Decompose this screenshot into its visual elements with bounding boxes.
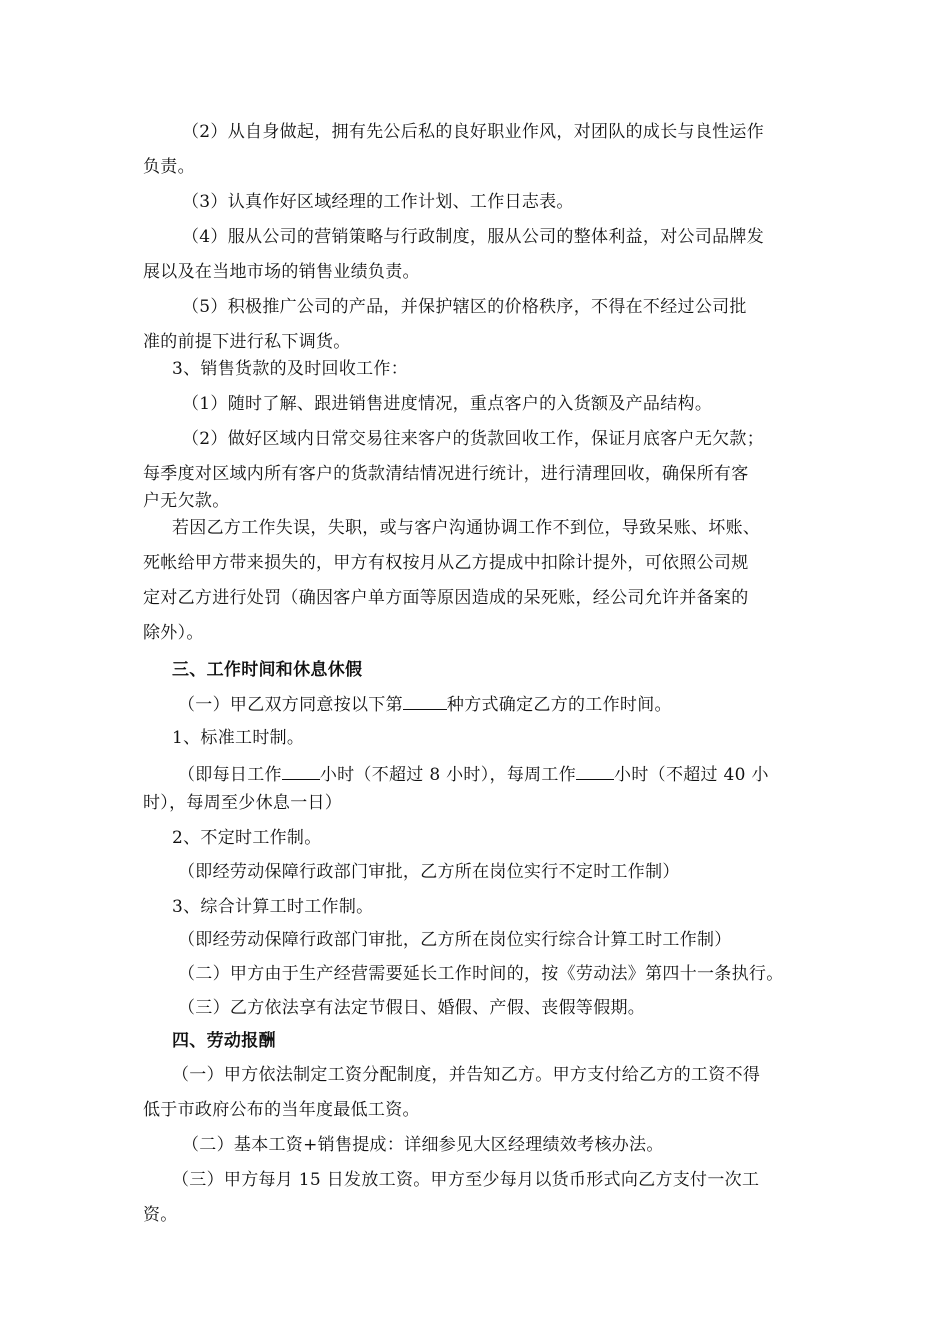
paragraph-line: 展以及在当地市场的销售业绩负责。 [143, 262, 420, 282]
clause-pay-date-cont: 资。 [143, 1205, 178, 1225]
paragraph-line: 死帐给甲方带来损失的，甲方有权按月从乙方提成中扣除计提外，可依照公司规 [143, 553, 749, 573]
paragraph-line: 3、销售货款的及时回收工作： [172, 359, 409, 379]
item-description: （即经劳动保障行政部门审批，乙方所在岗位实行综合计算工时工作制） [178, 930, 732, 950]
desc-text: （即每日工作 [178, 765, 282, 785]
clause-wage-system: （一）甲方依法制定工资分配制度，并告知乙方。甲方支付给乙方的工资不得 [172, 1065, 761, 1085]
section-heading: 四、劳动报酬 [172, 1031, 276, 1051]
item-heading: 3、综合计算工时工作制。 [172, 897, 374, 917]
clause-work-time-mode [178, 693, 672, 715]
paragraph-line: 每季度对区域内所有客户的货款清结情况进行统计，进行清理回收，确保所有客 [143, 464, 749, 484]
item-heading: 1、标准工时制。 [172, 728, 305, 748]
clause-text: （一）甲乙双方同意按以下第 [178, 695, 403, 715]
paragraph-line: 若因乙方工作失误，失职，或与客户沟通协调工作不到位，导致呆账、坏账、 [172, 518, 761, 538]
section-heading: 三、工作时间和休息休假 [172, 660, 363, 680]
clause-pay-date: （三）甲方每月 15 日发放工资。甲方至少每月以货币形式向乙方支付一次工 [172, 1170, 760, 1190]
paragraph-line: （5）积极推广公司的产品，并保护辖区的价格秩序，不得在不经过公司批 [182, 297, 747, 317]
paragraph-line: （2）从自身做起，拥有先公后私的良好职业作风，对团队的成长与良性运作 [182, 122, 765, 142]
fill-blank [576, 763, 614, 780]
paragraph-line: （3）认真作好区域经理的工作计划、工作日志表。 [182, 192, 574, 212]
item-description: 时），每周至少休息一日） [143, 793, 343, 813]
item-heading: 2、不定时工作制。 [172, 828, 322, 848]
item-description [178, 763, 769, 785]
paragraph-line: （2）做好区域内日常交易往来客户的货款回收工作，保证月底客户无欠款； [182, 429, 765, 449]
paragraph-line: 准的前提下进行私下调货。 [143, 332, 351, 352]
fill-blank [282, 763, 320, 780]
paragraph-line: 定对乙方进行处罚（确因客户单方面等原因造成的呆死账，经公司允许并备案的 [143, 588, 749, 608]
clause-wage-system-cont: 低于市政府公布的当年度最低工资。 [143, 1100, 420, 1120]
paragraph-line: （1）随时了解、跟进销售进度情况，重点客户的入货额及产品结构。 [182, 394, 713, 414]
item-description: （即经劳动保障行政部门审批，乙方所在岗位实行不定时工作制） [178, 862, 680, 882]
paragraph-line: （4）服从公司的营销策略与行政制度，服从公司的整体利益，对公司品牌发 [182, 227, 765, 247]
desc-text: 小时（不超过 40 小 [614, 765, 769, 785]
paragraph-line: 负责。 [143, 157, 195, 177]
desc-text: 小时（不超过 8 小时），每周工作 [319, 765, 577, 785]
clause-holidays: （三）乙方依法享有法定节假日、婚假、产假、丧假等假期。 [178, 998, 646, 1018]
clause-base-wage: （二）基本工资+销售提成：详细参见大区经理绩效考核办法。 [182, 1135, 664, 1155]
clause-text: 种方式确定乙方的工作时间。 [446, 695, 672, 715]
paragraph-line: 户无欠款。 [143, 491, 230, 511]
clause-overtime: （二）甲方由于生产经营需要延长工作时间的，按《劳动法》第四十一条执行。 [178, 964, 784, 984]
paragraph-line: 除外）。 [143, 623, 204, 643]
fill-blank [403, 693, 447, 710]
